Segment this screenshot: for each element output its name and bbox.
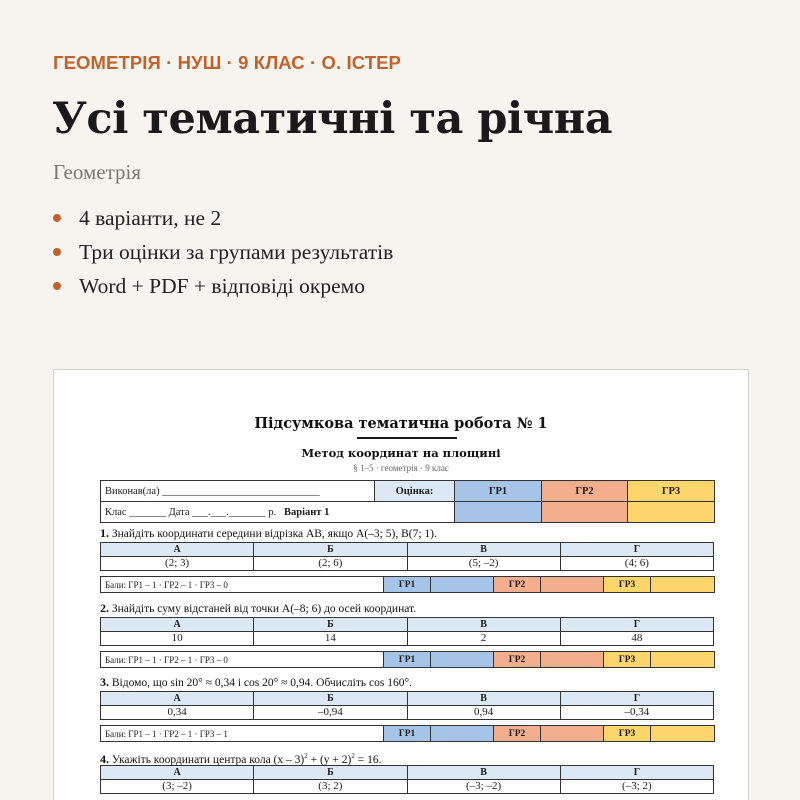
answer-option: 10 <box>101 632 254 646</box>
question-1 <box>100 525 714 593</box>
answer-letter: А <box>101 692 254 706</box>
score-group-3: ГР3 <box>604 577 651 593</box>
score-group-2: ГР2 <box>494 652 541 668</box>
doc-title-underline <box>357 437 457 439</box>
answer-table <box>100 691 714 720</box>
page-subtitle: Геометрія <box>53 160 141 184</box>
answer-option: (3; –2) <box>101 780 254 794</box>
answer-letter: В <box>407 543 560 557</box>
answer-letter: А <box>101 766 254 780</box>
group-3-grade <box>628 502 715 523</box>
feature-item <box>53 201 393 235</box>
answer-option: (5; –2) <box>407 557 560 571</box>
score-box-2 <box>541 652 604 668</box>
answer-letter: А <box>101 618 254 632</box>
score-box-2 <box>541 577 604 593</box>
executor-field: Виконав(ла) ______________________________ <box>101 481 375 502</box>
feature-label: 4 варіанти, не 2 <box>79 205 222 230</box>
answer-letter: В <box>407 766 560 780</box>
score-group-3: ГР3 <box>604 726 651 742</box>
score-group-1: ГР1 <box>384 652 431 668</box>
bullet-dot-icon <box>53 248 61 256</box>
group-1-grade <box>455 502 542 523</box>
document-preview <box>53 369 749 800</box>
group-3-header: ГР3 <box>628 481 715 502</box>
score-box-3 <box>651 652 715 668</box>
answer-table <box>100 765 714 794</box>
question-4 <box>100 748 714 794</box>
answer-option: (4; 6) <box>560 557 713 571</box>
score-table <box>100 725 715 742</box>
answer-letter: Г <box>560 692 713 706</box>
score-group-1: ГР1 <box>384 726 431 742</box>
score-text: Бали: ГР1 – 1 · ГР2 – 1 · ГР3 – 0 <box>101 652 384 668</box>
group-1-header: ГР1 <box>455 481 542 502</box>
answer-option: (3; 2) <box>254 780 407 794</box>
class-date-field <box>101 502 455 523</box>
score-group-2: ГР2 <box>494 577 541 593</box>
answer-option: 14 <box>254 632 407 646</box>
doc-section-note: § 1–5 · геометрія · 9 клас <box>353 463 449 473</box>
answer-table <box>100 542 714 571</box>
score-table <box>100 576 715 593</box>
answer-option: 0,94 <box>407 706 560 720</box>
question-text: 3. Відомо, що sin 20° ≈ 0,34 і cos 20° ≈ 0,94. Обчисліть cos 160°. <box>100 675 412 689</box>
question-3 <box>100 674 714 742</box>
answer-option: (2; 3) <box>101 557 254 571</box>
answer-option: (2; 6) <box>254 557 407 571</box>
group-2-header: ГР2 <box>542 481 628 502</box>
question-text: 1. Знайдіть координати середини відрізка AB, якщо A(–3; 5), B(7; 1). <box>100 526 437 540</box>
answer-option: –0,94 <box>254 706 407 720</box>
answer-letter: Г <box>560 543 713 557</box>
score-box-3 <box>651 577 715 593</box>
question-text: 2. Знайдіть суму відстаней від точки A(–8; 6) до осей координат. <box>100 601 417 615</box>
score-box-1 <box>431 726 494 742</box>
question-text: 4. Укажіть координати центра кола $(x - 3)^2 + (y + 2)^2 = 16$. <box>100 751 382 766</box>
answer-letter: Б <box>254 766 407 780</box>
bullet-dot-icon <box>53 282 61 290</box>
feature-label: Три оцінки за групами результатів <box>79 239 394 264</box>
score-box-3 <box>651 726 715 742</box>
answer-option: 2 <box>407 632 560 646</box>
score-group-1: ГР1 <box>384 577 431 593</box>
score-table <box>100 651 715 668</box>
class-date-text: Клас _______ Дата ___.___._______ р. <box>105 506 277 518</box>
answer-letter: Б <box>254 543 407 557</box>
feature-list <box>53 201 393 303</box>
doc-subtitle: Метод координат на площині <box>301 446 501 460</box>
answer-letter: В <box>407 618 560 632</box>
answer-option: –0,34 <box>560 706 713 720</box>
group-2-grade <box>542 502 628 523</box>
answer-letter: Б <box>254 692 407 706</box>
doc-title: Підсумкова тематична робота № 1 <box>254 415 548 432</box>
score-group-3: ГР3 <box>604 652 651 668</box>
score-group-2: ГР2 <box>494 726 541 742</box>
score-box-1 <box>431 652 494 668</box>
answer-option: 0,34 <box>101 706 254 720</box>
score-box-2 <box>541 726 604 742</box>
grade-label: Оцінка: <box>375 481 455 502</box>
feature-item <box>53 269 393 303</box>
feature-label: Word + PDF + відповіді окремо <box>79 273 365 298</box>
variant-label: Варіант 1 <box>284 506 330 518</box>
question-2 <box>100 600 714 668</box>
score-box-1 <box>431 577 494 593</box>
feature-item <box>53 235 393 269</box>
answer-option: (–3; 2) <box>560 780 713 794</box>
bullet-dot-icon <box>53 214 61 222</box>
answer-letter: В <box>407 692 560 706</box>
answer-letter: А <box>101 543 254 557</box>
answer-letter: Г <box>560 618 713 632</box>
score-text: Бали: ГР1 – 1 · ГР2 – 1 · ГР3 – 0 <box>101 577 384 593</box>
answer-letter: Г <box>560 766 713 780</box>
page-title: Усі тематичні та річна <box>52 94 613 144</box>
answer-option: (–3; –2) <box>407 780 560 794</box>
score-text: Бали: ГР1 – 1 · ГР2 – 1 · ГР3 – 1 <box>101 726 384 742</box>
answer-option: 48 <box>560 632 713 646</box>
answer-table <box>100 617 714 646</box>
student-header-table <box>100 480 715 523</box>
answer-letter: Б <box>254 618 407 632</box>
kicker: ГЕОМЕТРІЯ · НУШ · 9 КЛАС · О. ІСТЕР <box>53 52 401 73</box>
